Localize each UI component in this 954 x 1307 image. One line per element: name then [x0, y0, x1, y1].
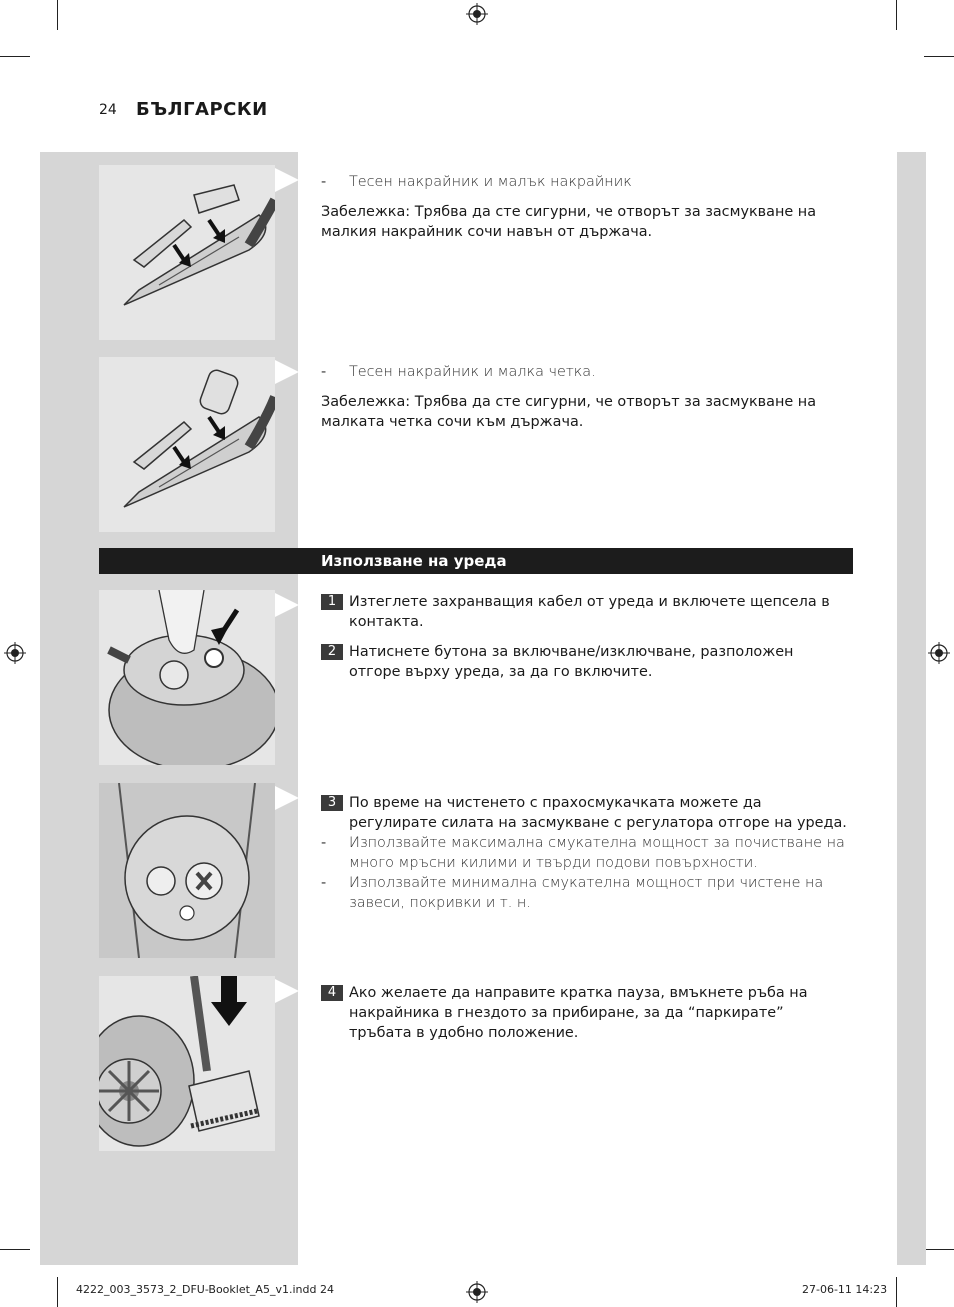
step-number: 4 — [321, 985, 343, 1001]
tip2-item: Тесен накрайник и малка четка. — [349, 364, 596, 380]
footer-filename: 4222_003_3573_2_DFU-Booklet_A5_v1.indd 24 — [76, 1283, 334, 1296]
crop-mark — [57, 1277, 58, 1307]
registration-mark-icon — [466, 3, 488, 25]
step-3-text: По време на чистенето с прахосмукачката можете да регулирате силата на засмукване с регулатора отгоре на уреда. — [349, 795, 847, 831]
section-heading: Използване на уреда — [321, 552, 507, 570]
step-3-bullet-2: Използвайте минимална смукателна мощност при чистене на завеси, покривки и т. н. — [349, 875, 824, 911]
bullet-dash: - — [321, 364, 327, 380]
page-title: БЪЛГАРСКИ — [136, 99, 268, 120]
crop-mark — [57, 0, 58, 30]
pointer-arrow-icon — [275, 979, 299, 1003]
tip1-note: Забележка: Трябва да сте сигурни, че отворът за засмукване на малкия накрайник сочи навън от държача. — [321, 204, 817, 240]
crop-mark — [924, 1249, 954, 1250]
illustration-press-power-button — [99, 590, 275, 765]
section-heading-bar — [99, 548, 853, 574]
crop-mark — [0, 1249, 30, 1250]
step-3-bullet-1: Използвайте максимална смукателна мощност за почистване на много мръсни килими и твърди подови повърхности. — [349, 835, 845, 871]
registration-mark-icon — [466, 1281, 488, 1303]
page-number: 24 — [99, 102, 117, 118]
illustration-narrow-nozzle-and-small-brush — [99, 357, 275, 532]
bullet-dash: - — [321, 875, 327, 891]
pointer-arrow-icon — [275, 360, 299, 384]
bullet-dash: - — [321, 835, 327, 851]
illustration-narrow-and-small-nozzle — [99, 165, 275, 340]
step-1-text: Изтеглете захранващия кабел от уреда и включете щепсела в контакта. — [349, 594, 830, 630]
illustration-park-tube — [99, 976, 275, 1151]
tip1-item: Тесен накрайник и малък накрайник — [349, 174, 632, 190]
tip2-note: Забележка: Трябва да сте сигурни, че отворът за засмукване на малката четка сочи към държача. — [321, 394, 817, 430]
pointer-arrow-icon — [275, 593, 299, 617]
crop-mark — [924, 56, 954, 57]
pointer-arrow-icon — [275, 786, 299, 810]
footer-date: 27-06-11 14:23 — [802, 1283, 888, 1296]
step-number: 3 — [321, 795, 343, 811]
registration-mark-icon — [928, 642, 950, 664]
registration-mark-icon — [4, 642, 26, 664]
step-4-text: Ако желаете да направите кратка пауза, вмъкнете ръба на накрайника в гнездото за прибиране, за да “паркирате” тръбата в удобно положение. — [349, 985, 808, 1041]
crop-mark — [0, 56, 30, 57]
illustration-suction-regulator — [99, 783, 275, 958]
bullet-dash: - — [321, 174, 327, 190]
step-number: 2 — [321, 644, 343, 660]
pointer-arrow-icon — [275, 168, 299, 192]
right-gray-column — [897, 152, 926, 1265]
crop-mark — [896, 1277, 897, 1307]
crop-mark — [896, 0, 897, 30]
step-number: 1 — [321, 594, 343, 610]
step-2-text: Натиснете бутона за включване/изключване, разположен отгоре върху уреда, за да го включите. — [349, 644, 794, 680]
